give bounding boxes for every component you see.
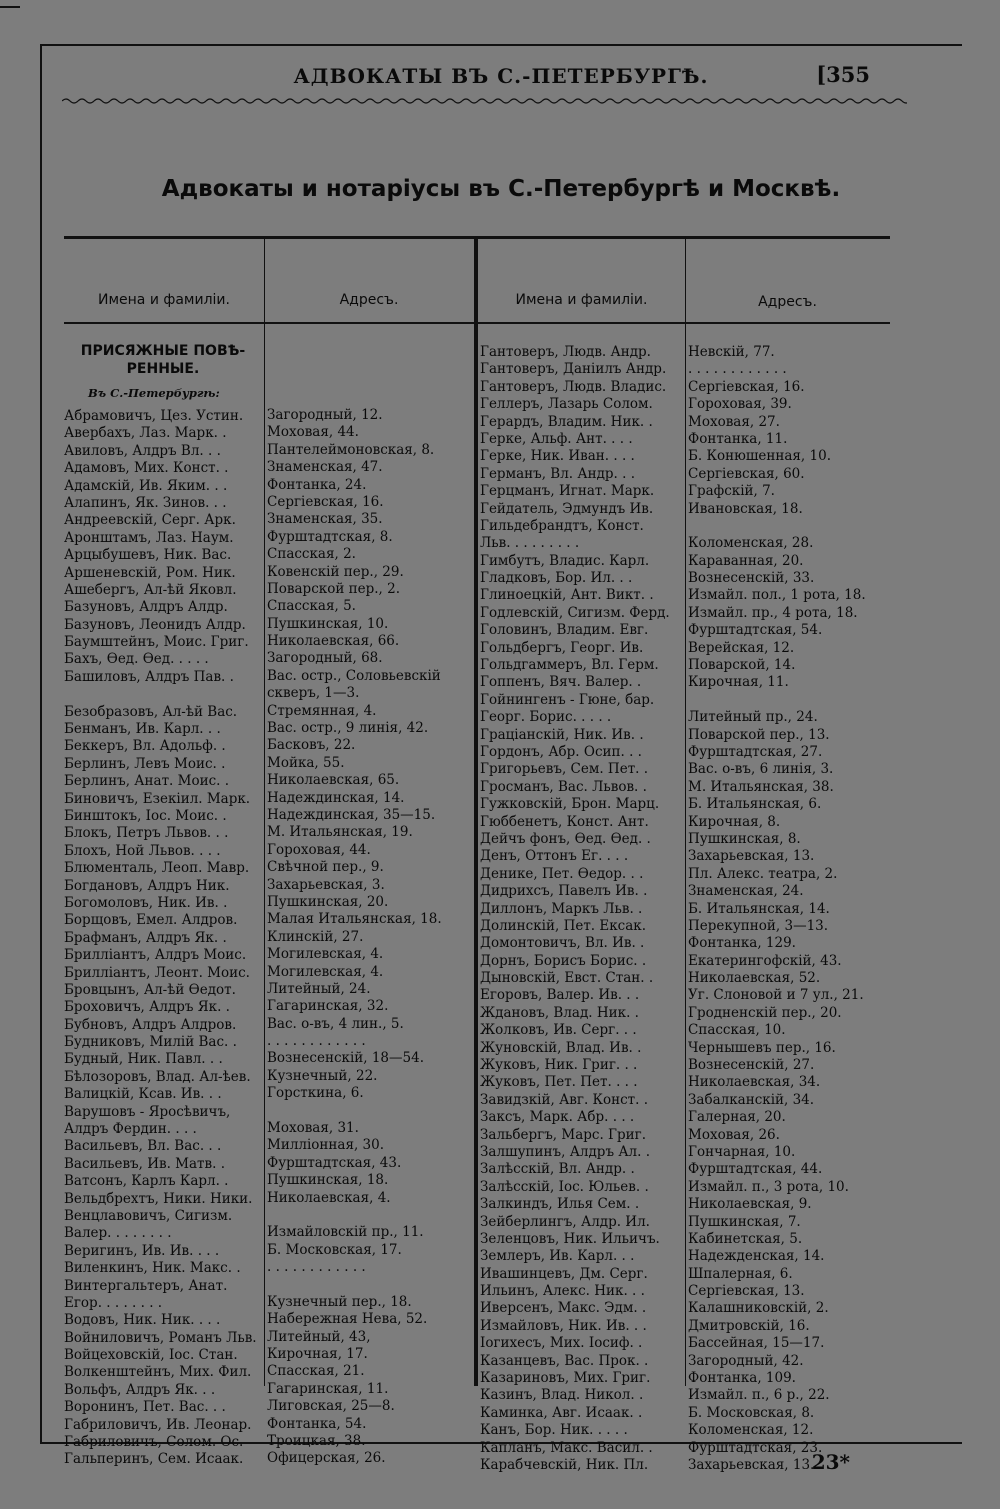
entry-address: Графскій, 7. <box>688 483 775 500</box>
entry-name: Авербахъ, Лаз. Марк. . <box>64 425 227 442</box>
entry-name: Алдръ Фердин. . . . <box>64 1121 197 1138</box>
entry-name <box>64 686 262 703</box>
entry-name: Германъ, Вл. Андр. . . <box>480 465 635 482</box>
entry-name: Гейдатель, Эдмундъ Ив. <box>480 500 654 517</box>
entry-address: Малая Итальянская, 18. <box>267 911 442 928</box>
entry-name: Гантоверъ, Даніилъ Андр. <box>480 361 667 378</box>
entry-name: Гоппенъ, Вяч. Валер. . <box>480 674 642 691</box>
entry-name: Абрамовичъ, Цез. Устин. <box>64 408 244 424</box>
entry-address: Захарьевская, 13. <box>688 1457 815 1473</box>
column-header-names-right: Имена и фамиліи. <box>515 292 648 308</box>
entry-address: Сергіевская, 16. <box>267 493 384 510</box>
entry-address: Спасская, 21. <box>267 1363 365 1380</box>
entry-address: Вас. остр., 9 линія, 42. <box>267 720 429 737</box>
entry-address: Коломенская, 28. <box>688 535 814 552</box>
entry-name: Ждановъ, Влад. Ник. . <box>480 1004 639 1021</box>
entry-name: Брафманъ, Алдръ Як. . <box>64 929 227 946</box>
entry-address: Коломенская, 12. <box>688 1422 814 1439</box>
entry-name: Валицкій, Ксав. Ив. . . <box>64 1086 222 1103</box>
entry-name: Винтергальтеръ, Анат. <box>64 1277 228 1294</box>
entry-name: Георг. Борис. . . . . <box>480 709 612 726</box>
entry-name: Воронинъ, Пет. Вас. . . <box>64 1399 226 1416</box>
entry-address: Сергіевская, 13. <box>688 1283 805 1300</box>
entry-name: Годлевскій, Сигизм. Ферд. <box>480 604 670 621</box>
entry-address: Сергіевская, 60. <box>688 465 805 482</box>
frame-left-rule <box>40 44 42 1444</box>
entry-name: Карабчевскій, Ник. Пл. <box>480 1457 649 1473</box>
entry-name: Ватсонъ, Карлъ Карл. . <box>64 1173 229 1190</box>
entry-address: Николаевская, 4. <box>267 1189 391 1206</box>
entry-address: Фонтанка, 109. <box>688 1370 796 1387</box>
entry-address: Перекупной, 3—13. <box>688 917 829 934</box>
entry-address: Пантелеймоновская, 8. <box>267 441 435 458</box>
entry-address: . . . . . . . . . . . . <box>267 1259 366 1276</box>
entry-address: Свѣчной пер., 9. <box>267 859 384 876</box>
entry-address: Пушкинская, 10. <box>267 615 389 632</box>
entry-address: Надежденская, 14. <box>688 1248 825 1265</box>
entry-address: Фонтанка, 24. <box>267 476 367 493</box>
entry-name: Базуновъ, Алдръ Алдр. <box>64 599 228 616</box>
entry-address: Надеждинская, 35—15. <box>267 806 436 823</box>
entry-address: Б. Итальянская, 6. <box>688 796 822 813</box>
entry-name: Блюменталь, Леоп. Мавр. <box>64 860 250 877</box>
entry-name: Зальбергъ, Марс. Григ. <box>480 1126 646 1143</box>
entry-address: Пушкинская, 7. <box>688 1213 801 1230</box>
entry-address: Пл. Алекс. театра, 2. <box>688 865 838 882</box>
entry-address: Моховая, 44. <box>267 424 359 441</box>
entry-address: Знаменская, 35. <box>267 511 383 528</box>
entry-name: Виленкинъ, Ник. Макс. . <box>64 1260 241 1277</box>
entry-name: Залѣсскій, Вл. Андр. . <box>480 1161 635 1178</box>
entry-address: Фонтанка, 129. <box>688 935 796 952</box>
entry-name: Григорьевъ, Сем. Пет. . <box>480 761 649 778</box>
entry-address: Басковъ, 22. <box>267 737 356 754</box>
section-header: РЕННЫЕ. <box>126 361 200 377</box>
entry-name: Дейчъ фонъ, Ѳед. Ѳед. . <box>480 830 651 847</box>
column-divider-1 <box>264 239 265 1386</box>
entry-name: Веригинъ, Ив. Ив. . . . <box>64 1242 220 1259</box>
entry-address <box>267 1207 473 1224</box>
entry-name: Блохъ, Ной Львов. . . . <box>64 842 221 859</box>
entry-address: Надеждинская, 14. <box>267 789 405 806</box>
entry-address <box>688 692 890 709</box>
entry-name: Вельдбрехтъ, Ники. Ники. <box>64 1190 253 1207</box>
entry-address: Верейская, 12. <box>688 639 795 656</box>
entry-name: Жуковъ, Ник. Григ. . . <box>480 1057 638 1074</box>
entry-address: Б. Московская, 17. <box>267 1241 402 1258</box>
entry-name: Борщовъ, Емел. Алдров. <box>64 912 238 929</box>
entry-address: Фурштадтская, 27. <box>688 743 823 760</box>
entry-name: Вольфъ, Алдръ Як. . . <box>64 1381 216 1398</box>
entry-name: Гужковскій, Брон. Марц. <box>480 796 660 813</box>
entry-name: Адамскій, Ив. Яким. . . <box>64 477 228 494</box>
entry-address: Дмитровскій, 16. <box>688 1317 810 1334</box>
entry-address <box>267 1103 473 1120</box>
entry-address: Фурштадтская, 43. <box>267 1154 402 1171</box>
entry-address: Николаевская, 34. <box>688 1074 821 1091</box>
section-header: ПРИСЯЖНЫЕ ПОВѢ- <box>80 343 246 359</box>
entry-address: Кабинетская, 5. <box>688 1230 803 1247</box>
entry-name: Броховичъ, Алдръ Як. . <box>64 999 230 1016</box>
entry-name: Гросманъ, Вас. Львов. . <box>480 778 647 795</box>
entry-address: Клинскій, 27. <box>267 928 364 945</box>
entry-name: Залшупинъ, Алдръ Ал. . <box>480 1143 651 1160</box>
entry-name: Аршеневскій, Ром. Ник. <box>64 564 236 581</box>
entry-address: Пушкинская, 20. <box>267 893 389 910</box>
entry-name: Богдановъ, Алдръ Ник. <box>64 877 230 894</box>
entry-address: Гороховая, 39. <box>688 396 792 413</box>
entry-address: Николаевская, 66. <box>267 633 400 650</box>
entry-address: Гродненскій пер., 20. <box>688 1004 842 1021</box>
entry-name: Глиноецкій, Ант. Викт. . <box>480 587 654 604</box>
entry-address: Захарьевская, 3. <box>267 876 385 893</box>
entry-address: Загородный, 42. <box>688 1352 804 1369</box>
entry-name: Землеръ, Ив. Карл. . . <box>480 1248 635 1265</box>
entry-name: Домонтовичъ, Вл. Ив. . <box>480 935 645 952</box>
entry-name: Ильинъ, Алекс. Ник. . . <box>480 1283 645 1300</box>
entry-name: Льв. . . . . . . . . <box>480 535 580 552</box>
entry-address: Измайл. п., 6 р., 22. <box>688 1387 830 1404</box>
entry-address: Сергіевская, 16. <box>688 378 805 395</box>
entry-name: Залкиндъ, Илья Сем. . <box>480 1196 640 1213</box>
entry-address: Загородный, 12. <box>267 407 383 423</box>
entry-name: Жуновскій, Влад. Ив. . <box>480 1039 642 1056</box>
entry-address: Фонтанка, 11. <box>688 430 788 447</box>
entry-address: Поварской, 14. <box>688 657 796 674</box>
entry-name: Головинъ, Владим. Евг. <box>480 622 649 639</box>
entry-address: Литейный пр., 24. <box>688 709 818 726</box>
right-names-column <box>480 344 684 1474</box>
entry-address: Ивановская, 18. <box>688 500 803 517</box>
left-addresses-column <box>267 407 473 1468</box>
entry-address: Забалканскій, 34. <box>688 1091 815 1108</box>
entry-address: Спасская, 5. <box>267 598 356 615</box>
entry-address: Троицкая, 38. <box>267 1433 366 1450</box>
entry-address: Кирочная, 8. <box>688 813 781 830</box>
entry-address: Бассейная, 15—17. <box>688 1335 825 1352</box>
entry-name: Іогихесъ, Мих. Іосиф. . <box>480 1335 643 1352</box>
entry-address: Вознесенскій, 18—54. <box>267 1050 424 1067</box>
entry-address: Фонтанка, 54. <box>267 1415 367 1432</box>
entry-address: Б. Конюшенная, 10. <box>688 448 831 465</box>
entry-name: Гантоверъ, Людв. Владис. <box>480 378 667 395</box>
entry-name: Герке, Ник. Иван. . . . <box>480 448 635 465</box>
entry-name: Дорнъ, Борисъ Борис. . <box>480 952 647 969</box>
entry-address: Милліонная, 30. <box>267 1137 385 1154</box>
running-title: АДВОКАТЫ ВЪ С.-ПЕТЕРБУРГѢ. <box>293 64 709 88</box>
section-subheader: Въ С.-Петербургѣ: <box>88 386 220 400</box>
entry-address: Кузнечный, 22. <box>267 1067 378 1084</box>
entry-name: Казинъ, Влад. Никол. . <box>480 1387 644 1404</box>
entry-name: Базуновъ, Леонидъ Алдр. <box>64 616 246 633</box>
entry-address: Горсткина, 6. <box>267 1085 364 1102</box>
entry-name: Бубновъ, Алдръ Алдров. <box>64 1016 237 1033</box>
entry-address: Набережная Нева, 52. <box>267 1311 428 1328</box>
entry-name: Васильевъ, Ив. Матв. . <box>64 1155 225 1172</box>
entry-address: Знаменская, 47. <box>267 459 383 476</box>
entry-name: Габриловичъ, Ив. Леонар. <box>64 1416 252 1433</box>
entry-address <box>267 1277 473 1294</box>
entry-name: Бинштокъ, Іос. Моис. . <box>64 807 227 824</box>
entry-name: Герке, Альф. Ант. . . . <box>480 430 633 447</box>
entry-name: Гальперинъ, Сем. Исаак. <box>64 1451 244 1468</box>
entry-name: Казанцевъ, Вас. Прок. . <box>480 1352 649 1369</box>
entry-address: Фурштадтская, 54. <box>688 622 823 639</box>
entry-name: Герцманъ, Игнат. Марк. <box>480 483 655 500</box>
entry-address: Гороховая, 44. <box>267 841 371 858</box>
entry-name: Граціанскій, Ник. Ив. . <box>480 726 644 743</box>
entry-name: Адамовъ, Мих. Конст. . <box>64 460 229 477</box>
entry-address: Поварской пер., 13. <box>688 726 830 743</box>
entry-name: Башиловъ, Алдръ Пав. . <box>64 668 234 685</box>
directory-table <box>64 236 890 1473</box>
entry-address: М. Итальянская, 19. <box>267 824 413 841</box>
entry-name: Венцлавовичъ, Сигизм. <box>64 1207 233 1224</box>
entry-address: Гончарная, 10. <box>688 1143 796 1160</box>
entry-name: Измайловъ, Ник. Ив. . . <box>480 1317 647 1334</box>
entry-address: Б. Итальянская, 14. <box>688 900 830 917</box>
entry-name: Берлинъ, Анат. Моис. . <box>64 773 229 790</box>
entry-address: Моховая, 27. <box>688 413 780 430</box>
entry-name: Варушовъ - Яросѣвичъ, <box>64 1103 231 1120</box>
entry-name: Андреевскій, Серг. Арк. <box>64 512 236 529</box>
column-divider-3 <box>685 239 686 1386</box>
main-title: Адвокаты и нотаріусы въ С.-Петербургѣ и Москвѣ. <box>161 176 841 202</box>
entry-name: Ашебергъ, Ал-ѣй Яковл. <box>64 581 237 598</box>
entry-name: Залѣсскій, Іос. Юльев. . <box>480 1178 649 1195</box>
entry-address: Могилевская, 4. <box>267 946 384 963</box>
entry-address: Литейный, 24. <box>267 980 371 997</box>
entry-name: Брилліантъ, Леонт. Моис. <box>64 964 250 981</box>
entry-address: Спасская, 10. <box>688 1022 786 1039</box>
entry-address: . . . . . . . . . . . . <box>688 361 787 378</box>
entry-name: Ивашинцевъ, Дм. Серг. <box>480 1265 648 1282</box>
page-number: [355 <box>816 62 870 87</box>
entry-name: Берлинъ, Левъ Моис. . <box>64 755 226 772</box>
entry-address: Ковенскій пер., 29. <box>267 563 404 580</box>
entry-name: Денъ, Оттонъ Ег. . . . <box>480 848 629 865</box>
entry-name: Диллонъ, Маркъ Льв. . <box>480 900 643 917</box>
entry-name: Будниковъ, Милій Вас. . <box>64 1034 237 1051</box>
entry-name: Дидрихсъ, Павелъ Ив. . <box>480 883 648 900</box>
entry-name: Гольдгаммеръ, Вл. Герм. <box>480 657 659 674</box>
entry-name: Блокъ, Петръ Львов. . . <box>64 825 229 842</box>
entry-name: Иверсенъ, Макс. Эдм. . <box>480 1300 647 1317</box>
entry-name: Гильдебрандтъ, Конст. <box>480 517 644 534</box>
entry-name: Будный, Ник. Павл. . . <box>64 1051 223 1068</box>
column-header-address-left: Адресъ. <box>339 292 399 308</box>
frame-top-rule <box>40 44 962 46</box>
entry-name: Водовъ, Ник. Ник. . . . <box>64 1312 221 1329</box>
entry-address: Офицерская, 26. <box>267 1450 386 1467</box>
entry-name: Жуковъ, Пет. Пет. . . . <box>480 1074 638 1091</box>
entry-name: Гордонъ, Абр. Осип. . . <box>480 743 642 760</box>
running-head <box>40 62 962 92</box>
entry-address: Мойка, 55. <box>267 754 345 771</box>
page <box>40 44 962 1473</box>
entry-address: Уг. Слоновой и 7 ул., 21. <box>688 987 864 1004</box>
entry-name: Казариновъ, Мих. Григ. <box>480 1370 651 1387</box>
entry-name: Зейберлингъ, Алдр. Ил. <box>480 1213 650 1230</box>
entry-address: Кирочная, 11. <box>688 674 789 691</box>
entry-address: Фурштадтская, 23. <box>688 1439 823 1456</box>
entry-name: Жолковъ, Ив. Серг. . . <box>480 1022 637 1039</box>
entry-address <box>688 518 890 535</box>
entry-name: Беккеръ, Вл. Адольф. . <box>64 738 226 755</box>
entry-address: М. Итальянская, 38. <box>688 778 834 795</box>
entry-address: Невскій, 77. <box>688 344 775 360</box>
entry-name: Биновичъ, Езекіил. Марк. <box>64 790 251 807</box>
entry-address: Знаменская, 24. <box>688 883 804 900</box>
entry-name: Войниловичъ, Романъ Льв. <box>64 1329 257 1346</box>
entry-address: Кирочная, 17. <box>267 1346 368 1363</box>
entry-name: Бѣлозоровъ, Влад. Ал-ѣев. <box>64 1068 251 1085</box>
entry-name: Валер. . . . . . . . <box>64 1225 172 1242</box>
entry-name: Егор. . . . . . . . <box>64 1294 163 1311</box>
entry-address: Литейный, 43, <box>267 1328 371 1345</box>
entry-address: Николаевская, 52. <box>688 970 821 987</box>
entry-address: Измайл. пол., 1 рота, 18. <box>688 587 866 604</box>
entry-name: Гимбутъ, Владис. Карл. <box>480 552 650 569</box>
entry-address: Моховая, 31. <box>267 1120 359 1137</box>
entry-address: Б. Московская, 8. <box>688 1404 815 1421</box>
entry-name: Арцыбушевъ, Ник. Вас. <box>64 547 232 564</box>
entry-name: Брилліантъ, Алдръ Моис. <box>64 947 247 964</box>
right-addresses-column <box>688 344 890 1474</box>
entry-address: Загородный, 68. <box>267 650 383 667</box>
entry-name: Гантоверъ, Людв. Андр. <box>480 344 651 360</box>
column-header-address-right: Адресъ. <box>758 294 817 310</box>
entry-name: Гладковъ, Бор. Ил. . . <box>480 570 633 587</box>
entry-address: Вас. о-въ, 6 линія, 3. <box>688 761 834 778</box>
entry-address: Захарьевская, 13. <box>688 848 815 865</box>
entry-address: Чернышевъ пер., 16. <box>688 1039 836 1056</box>
entry-name: Каминка, Авг. Исаак. . <box>480 1404 643 1421</box>
entry-address: Спасская, 2. <box>267 546 356 563</box>
entry-address: Калашниковскій, 2. <box>688 1300 829 1317</box>
column-header-names-left: Имена и фамиліи. <box>98 292 230 308</box>
entry-name: Бахъ, Ѳед. Ѳед. . . . . <box>64 651 209 668</box>
entry-address: Лиговская, 25—8. <box>267 1398 395 1415</box>
entry-name: Васильевъ, Вл. Вас. . . <box>64 1138 222 1155</box>
entry-name: Гойнингенъ - Гюне, бар. <box>480 691 655 708</box>
entry-address: Караванная, 20. <box>688 552 804 569</box>
entry-address: скверъ, 1—3. <box>267 685 360 702</box>
entry-name: Безобразовъ, Ал-ѣй Вас. <box>64 703 238 720</box>
entry-address: Поварской пер., 2. <box>267 580 400 597</box>
column-divider-center <box>474 239 478 1386</box>
entry-address: Вознесенскій, 27. <box>688 1057 815 1074</box>
entry-address: Галерная, 20. <box>688 1109 786 1126</box>
entry-address: Николаевская, 65. <box>267 772 400 789</box>
entry-name: Бровцынъ, Ал-ѣй Ѳедот. <box>64 981 236 998</box>
entry-address: Фурштадтская, 8. <box>267 528 393 545</box>
entry-name: Богомоловъ, Ник. Ив. . <box>64 894 228 911</box>
entry-name: Алапинъ, Як. Зинов. . . <box>64 494 227 511</box>
left-names-column <box>64 342 262 1469</box>
entry-name: Денике, Пет. Ѳедор. . . <box>480 865 644 882</box>
entry-name: Долинскій, Пет. Ексак. <box>480 917 647 934</box>
entry-name: Волкенштейнъ, Мих. Фил. <box>64 1364 252 1381</box>
wavy-ornament-rule <box>62 96 907 106</box>
entry-address: Екатерингофскій, 43. <box>688 952 842 969</box>
entry-name: Аронштамъ, Лаз. Наум. <box>64 529 234 546</box>
entry-name: Канъ, Бор. Ник. . . . . <box>480 1422 628 1439</box>
entry-name: Заксъ, Марк. Абр. . . . <box>480 1109 635 1126</box>
entry-address: Измайл. пр., 4 рота, 18. <box>688 604 858 621</box>
entry-name: Герардъ, Владим. Ник. . <box>480 413 653 430</box>
entry-address: Гагаринская, 32. <box>267 998 389 1015</box>
entry-address: Николаевская, 9. <box>688 1196 812 1213</box>
entry-name: Габриловичъ, Солом. Ос. <box>64 1434 244 1451</box>
corner-mark <box>0 6 20 8</box>
entry-name: Гюббенетъ, Конст. Ант. <box>480 813 649 830</box>
entry-address: Вознесенскій, 33. <box>688 570 815 587</box>
entry-address: Вас. о-въ, 4 лин., 5. <box>267 1015 404 1032</box>
entry-address: Пушкинская, 8. <box>688 830 801 847</box>
entry-address: Измайловскій пр., 11. <box>267 1224 424 1241</box>
entry-name: Егоровъ, Валер. Ив. . . <box>480 987 640 1004</box>
signature-mark: 23* <box>811 1450 850 1474</box>
entry-address: Пушкинская, 18. <box>267 1172 389 1189</box>
entry-address: Фурштадтская, 44. <box>688 1161 823 1178</box>
entry-address: Измайл. п., 3 рота, 10. <box>688 1178 849 1195</box>
entry-address: . . . . . . . . . . . . <box>267 1033 366 1050</box>
entry-address: Шпалерная, 6. <box>688 1265 793 1282</box>
entry-address: Гагаринская, 11. <box>267 1380 389 1397</box>
entry-address: Моховая, 26. <box>688 1126 780 1143</box>
entry-address: Стремянная, 4. <box>267 702 377 719</box>
entry-name: Зеленцовъ, Ник. Ильичъ. <box>480 1230 660 1247</box>
entry-name: Баумштейнъ, Моис. Григ. <box>64 634 249 651</box>
entry-name: Войцеховскій, Іос. Стан. <box>64 1347 238 1364</box>
entry-name: Дыновскій, Евст. Стан. . <box>480 970 654 987</box>
entry-name: Завидзкій, Авг. Конст. . <box>480 1091 649 1108</box>
entry-address: Вас. остр., Соловьевскій <box>267 667 441 684</box>
entry-name: Гольдбергъ, Георг. Ив. <box>480 639 644 656</box>
entry-address: Кузнечный пер., 18. <box>267 1293 412 1310</box>
entry-name: Бенманъ, Ив. Карл. . . <box>64 721 221 738</box>
entry-name: Геллеръ, Лазарь Солом. <box>480 396 653 413</box>
entry-name: Капланъ, Макс. Васил. . <box>480 1439 653 1456</box>
entry-name: Авиловъ, Алдръ Вл. . . <box>64 442 221 459</box>
entry-address: Могилевская, 4. <box>267 963 384 980</box>
